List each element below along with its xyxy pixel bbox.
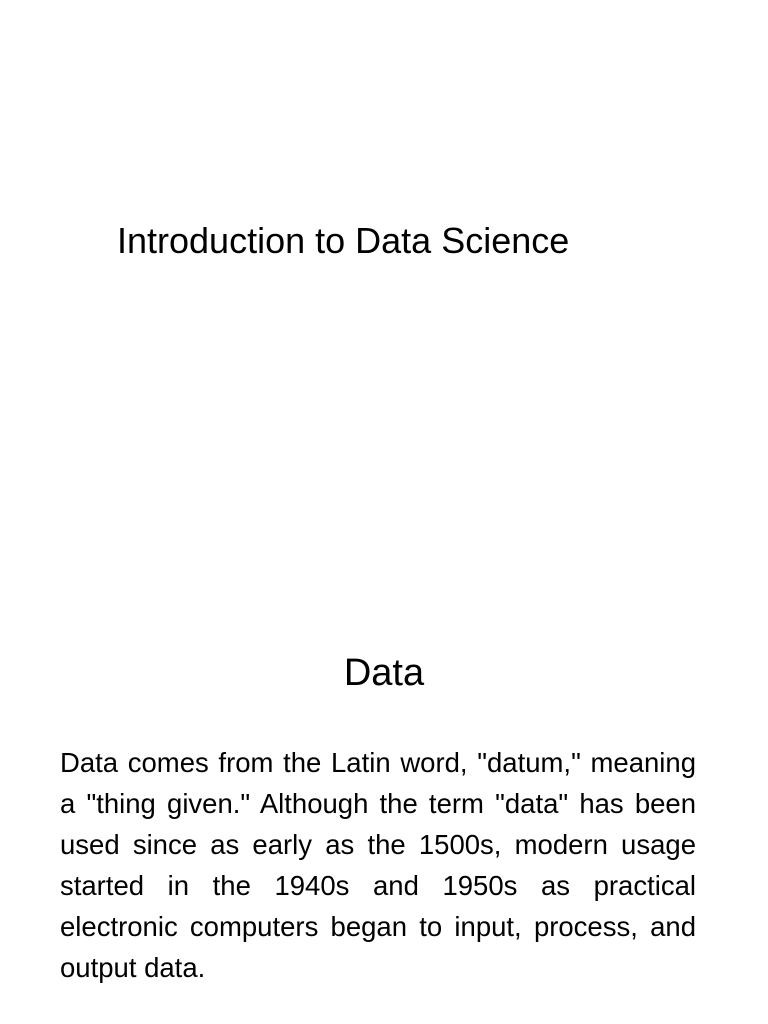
slide-2 [0,512,768,1024]
slide-body-paragraph: Data comes from the Latin word, "datum," meaning a "thing given." Although the term "data" has been used since as early as the 1500s, modern usage started in the 1940s and 1950s as practical electronic computers began to input, process, and output data. [60,747,696,983]
slide-title: Introduction to Data Science [117,220,570,261]
slide-heading: Data [343,652,425,694]
